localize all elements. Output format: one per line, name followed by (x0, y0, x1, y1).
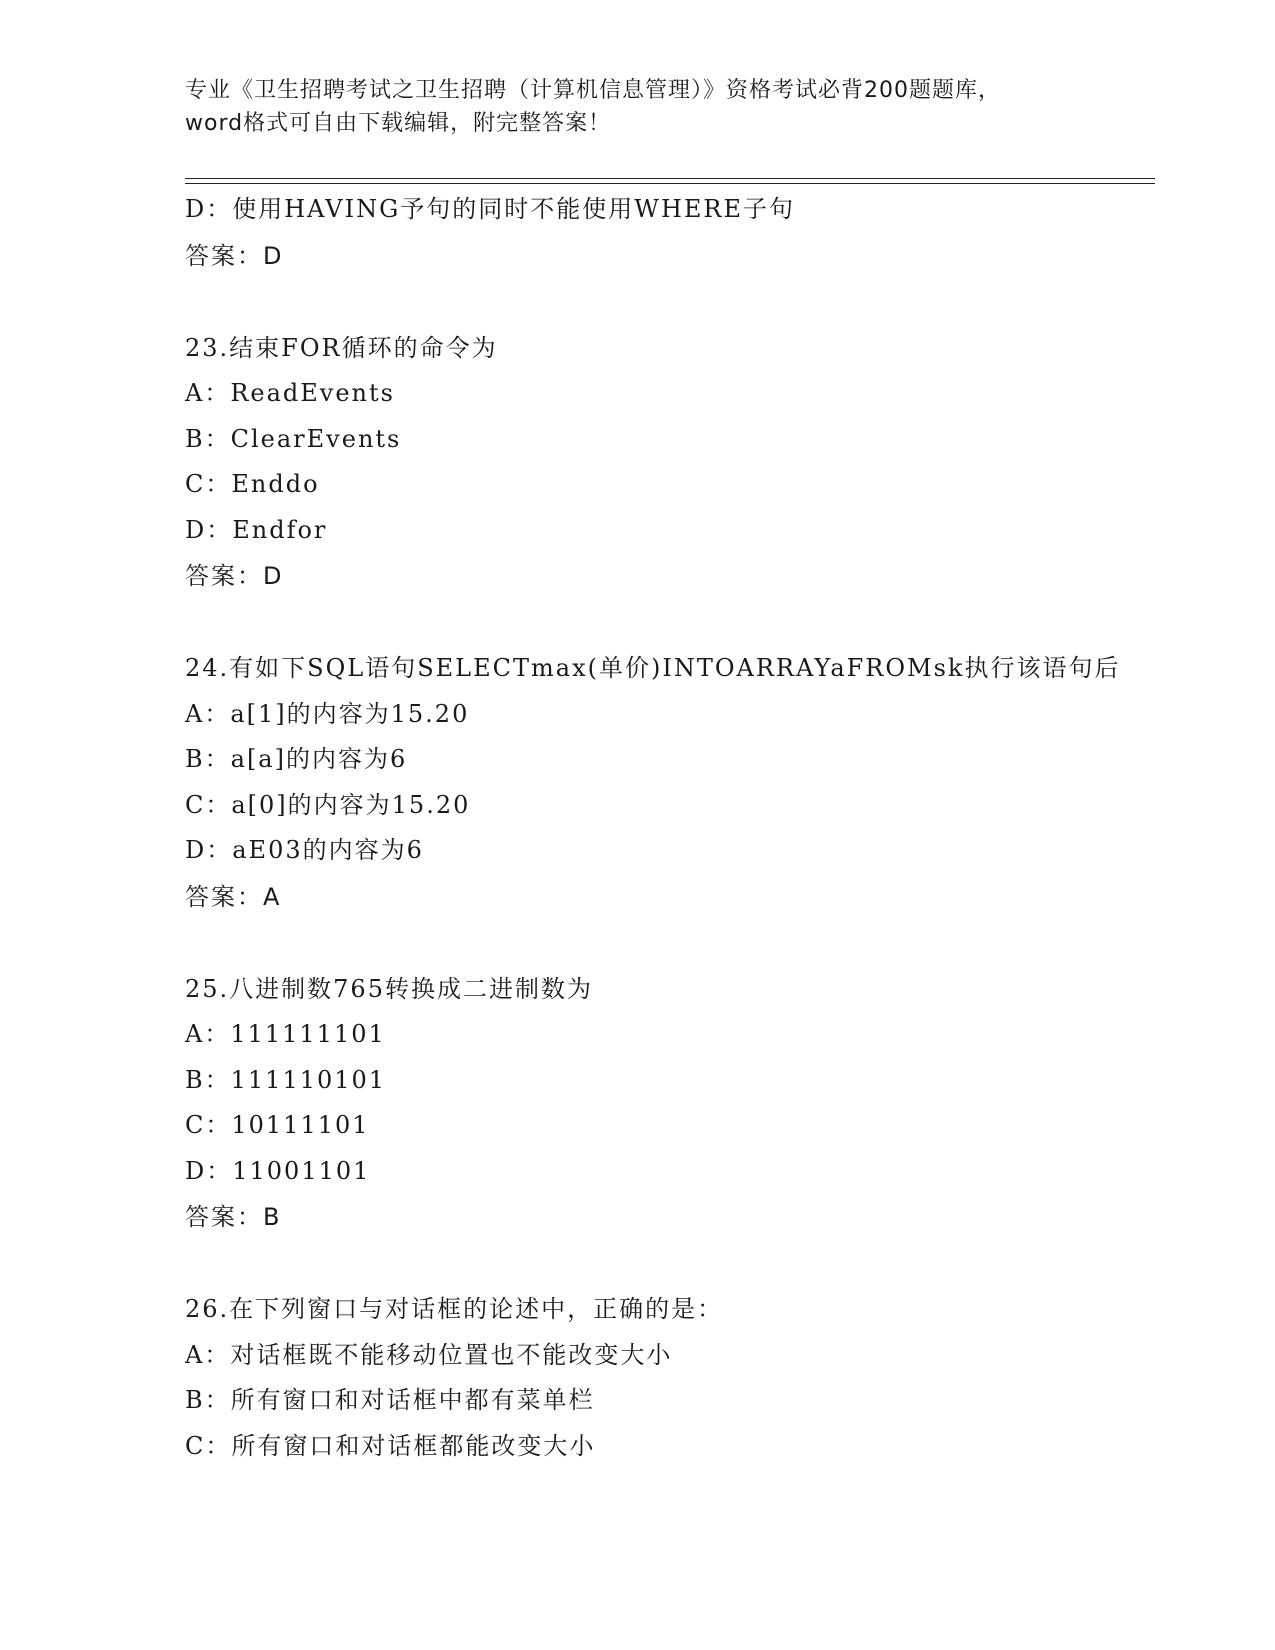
option-line: A：a[1]的内容为15.20 (185, 699, 470, 728)
option-line: B：a[a]的内容为6 (185, 745, 408, 773)
answer-line: 答案：B (185, 1203, 282, 1231)
option-line: D：使用HAVING予句的同时不能使用WHERE子句 (185, 195, 795, 223)
option-line: A：对话框既不能移动位置也不能改变大小 (185, 1340, 673, 1369)
answer-line: 答案：D (185, 562, 284, 590)
option-line: C：10111101 (185, 1111, 370, 1139)
option-line: C：a[0]的内容为15.20 (185, 790, 471, 819)
option-line: C：所有窗口和对话框都能改变大小 (185, 1431, 596, 1460)
question-block (185, 646, 1160, 920)
header-divider-top (185, 178, 1155, 179)
question-block (185, 1287, 1160, 1469)
question-text: 25.八进制数765转换成二进制数为 (185, 974, 593, 1003)
option-line: A：111111101 (185, 1020, 386, 1048)
option-line: B：111110101 (185, 1065, 387, 1094)
answer-line: 答案：D (185, 241, 284, 270)
question-text: 26.在下列窗口与对话框的论述中，正确的是： (185, 1295, 724, 1323)
option-line: D：Endfor (185, 515, 328, 544)
option-line: D：11001101 (185, 1156, 371, 1185)
option-line: D：aE03的内容为6 (185, 836, 424, 864)
option-line: B：所有窗口和对话框中都有菜单栏 (185, 1386, 595, 1414)
header-line-1: 专业《卫生招聘考试之卫生招聘（计算机信息管理）》资格考试必背200题题库， (185, 78, 1001, 103)
option-line: B：ClearEvents (185, 424, 402, 453)
option-line: A：ReadEvents (185, 379, 395, 407)
header-line-2: word格式可自由下载编辑，附完整答案！ (185, 111, 612, 136)
question-block (185, 326, 1160, 600)
answer-line: 答案：A (185, 882, 282, 911)
document-header (185, 74, 1135, 140)
question-text: 24.有如下SQL语句SELECTmax(单价)INTOARRAYaFROMsk执行该语句后 (185, 654, 1121, 682)
option-line: C：Enddo (185, 470, 320, 498)
question-list (185, 187, 1160, 1469)
question-text: 23.结束FOR循环的命令为 (185, 333, 498, 362)
header-divider-bottom (185, 183, 1155, 184)
question-block (185, 967, 1160, 1241)
question-block (185, 187, 1160, 279)
